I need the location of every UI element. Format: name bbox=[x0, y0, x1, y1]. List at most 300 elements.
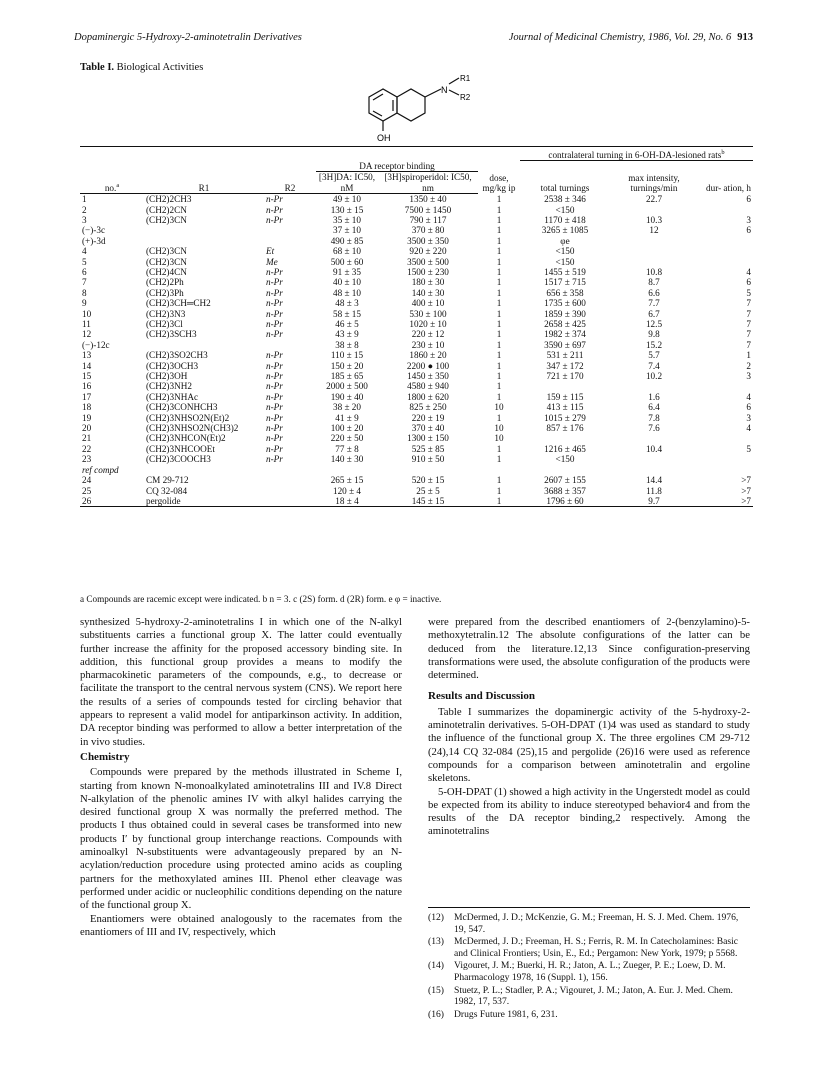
table-row bbox=[80, 350, 753, 360]
header-total: total turnings bbox=[540, 183, 590, 194]
cell-max: 7.4 bbox=[648, 360, 660, 371]
cell-total: <150 bbox=[555, 454, 575, 465]
cell-sp: 1300 ± 150 bbox=[407, 433, 449, 444]
cell-no: 6 bbox=[82, 266, 87, 277]
cell-total: 3590 ± 697 bbox=[544, 339, 586, 350]
cell-r2 bbox=[264, 225, 316, 235]
table-row bbox=[80, 205, 753, 215]
cell-r2: n-Pr bbox=[266, 287, 283, 298]
ref-compd-label: ref compd bbox=[82, 464, 119, 475]
cell-total: <150 bbox=[555, 246, 575, 257]
cell-sp: 825 ± 250 bbox=[409, 402, 447, 413]
cell-r1: (CH2)4CN bbox=[146, 266, 187, 277]
structure-n-label: N bbox=[441, 85, 448, 95]
table-row bbox=[80, 433, 753, 443]
cell-r2 bbox=[264, 236, 316, 246]
cell-dur: 3 bbox=[746, 371, 751, 382]
cell-dose: 1 bbox=[496, 204, 502, 215]
journal-citation bbox=[509, 32, 753, 43]
structure-oh-label: OH bbox=[377, 133, 391, 143]
cell-max: 5.7 bbox=[648, 350, 660, 361]
cell-no: 18 bbox=[82, 402, 92, 413]
page-number: 913 bbox=[737, 32, 753, 43]
cell-da: 100 ± 20 bbox=[330, 423, 364, 434]
cell-dur bbox=[698, 381, 753, 391]
section-heading-results: Results and Discussion bbox=[428, 690, 535, 703]
cell-dur bbox=[698, 236, 753, 246]
paragraph: Enantiomers were obtained analogously to the racemates from the enantiomers of III and IV, respectively, which bbox=[80, 912, 402, 938]
cell-da: 43 ± 9 bbox=[335, 329, 359, 340]
cell-r2: n-Pr bbox=[266, 360, 283, 371]
cell-dose: 1 bbox=[496, 391, 502, 402]
cell-dur: 4 bbox=[746, 391, 751, 402]
reference-text: Drugs Future 1981, 6, 231. bbox=[454, 1008, 558, 1020]
cell-total: 531 ± 211 bbox=[546, 350, 584, 361]
table-row bbox=[80, 215, 753, 225]
cell-max: 10.3 bbox=[645, 214, 663, 225]
cell-da: 46 ± 5 bbox=[335, 319, 359, 329]
table-row bbox=[80, 392, 753, 402]
cell-r2: Me bbox=[266, 256, 278, 267]
cell-sp: 1450 ± 350 bbox=[407, 371, 449, 382]
cell-max bbox=[610, 257, 698, 267]
cell-r1: (CH2)3COOCH3 bbox=[146, 454, 211, 465]
table-title bbox=[80, 62, 203, 73]
cell-r1: (CH2)3Ph bbox=[146, 287, 184, 298]
cell-max: 14.4 bbox=[645, 475, 663, 486]
cell-r2: n-Pr bbox=[266, 194, 283, 205]
table-row bbox=[80, 329, 753, 339]
cell-sp: 3500 ± 500 bbox=[407, 256, 449, 267]
cell-da: 220 ± 50 bbox=[330, 433, 364, 444]
cell-total: 413 ± 115 bbox=[546, 402, 584, 413]
cell-no: 26 bbox=[80, 496, 144, 507]
header-spiroperidol: [3H]spiroperidol: IC50, nm bbox=[378, 172, 478, 194]
header-da-binding: DA receptor binding bbox=[316, 161, 478, 172]
cell-dose: 1 bbox=[496, 350, 502, 361]
cell-r1: (CH2)3SCH3 bbox=[146, 329, 197, 340]
cell-total: 2607 ± 155 bbox=[544, 475, 586, 486]
cell-sp: 2200 ● 100 bbox=[406, 360, 450, 371]
cell-no: 7 bbox=[82, 277, 87, 288]
cell-r2: n-Pr bbox=[266, 350, 283, 361]
cell-sp: 400 ± 10 bbox=[411, 298, 445, 309]
cell-da: 110 ± 15 bbox=[330, 350, 364, 361]
right-column bbox=[428, 616, 750, 839]
cell-sp: 145 ± 15 bbox=[378, 496, 478, 507]
table-row bbox=[80, 381, 753, 391]
cell-no: 23 bbox=[82, 454, 92, 465]
cell-sp: 920 ± 220 bbox=[409, 246, 447, 257]
left-column bbox=[80, 616, 402, 939]
cell-no: 25 bbox=[82, 485, 92, 496]
reference-number: (16) bbox=[428, 1008, 444, 1020]
cell-total: 1982 ± 374 bbox=[544, 329, 586, 340]
reference-number: (12) bbox=[428, 912, 444, 923]
running-title: Dopaminergic 5-Hydroxy-2-aminotetralin Derivatives bbox=[74, 32, 302, 43]
cell-sp: 1800 ± 620 bbox=[407, 391, 449, 402]
cell-total: <150 bbox=[555, 204, 575, 215]
cell-dose: 1 bbox=[496, 412, 502, 423]
cell-da: 120 ± 4 bbox=[332, 485, 361, 496]
cell-da: 40 ± 10 bbox=[332, 277, 361, 288]
cell-da: 500 ± 60 bbox=[330, 256, 364, 267]
cell-r1: CQ 32-084 bbox=[146, 485, 188, 496]
header-duration: dur- ation, h bbox=[706, 183, 751, 194]
cell-r1: (CH2)3SO2CH3 bbox=[146, 350, 208, 361]
table-row bbox=[80, 423, 753, 433]
cell-no: (+)-3d bbox=[82, 235, 106, 246]
cell-dose: 1 bbox=[496, 339, 502, 350]
table-row bbox=[80, 486, 753, 496]
cell-no: 24 bbox=[82, 475, 92, 486]
table-row bbox=[80, 413, 753, 423]
cell-da: 35 ± 10 bbox=[332, 214, 361, 225]
reference-item bbox=[428, 960, 750, 983]
cell-sp: 220 ± 12 bbox=[411, 329, 445, 340]
cell-dur: 7 bbox=[746, 298, 751, 309]
reference-text: McDermed, J. D.; McKenzie, G. M.; Freeman, H. S. J. Med. Chem. 1976, 19, 547. bbox=[454, 912, 739, 935]
cell-da: 185 ± 65 bbox=[330, 371, 364, 382]
cell-max: 9.8 bbox=[648, 329, 660, 340]
cell-dur: 5 bbox=[746, 443, 751, 454]
header-r1: R1 bbox=[144, 172, 264, 194]
cell-dur: 4 bbox=[746, 423, 751, 434]
ref-compd-row bbox=[80, 465, 753, 475]
cell-max: 8.7 bbox=[648, 277, 660, 288]
cell-sp: 230 ± 10 bbox=[411, 339, 445, 350]
structure-r2-label: R2 bbox=[460, 93, 471, 102]
cell-no: 4 bbox=[82, 246, 87, 257]
cell-r1: (CH2)3CN bbox=[146, 256, 187, 267]
section-heading-chemistry: Chemistry bbox=[80, 750, 130, 763]
cell-sp: 25 ± 5 bbox=[416, 485, 440, 496]
cell-total: 1859 ± 390 bbox=[544, 308, 586, 319]
cell-r2: n-Pr bbox=[266, 204, 283, 215]
table-row bbox=[80, 246, 753, 256]
cell-max: 12 bbox=[649, 225, 659, 236]
cell-r2: n-Pr bbox=[266, 214, 283, 225]
cell-dur: 6 bbox=[746, 194, 751, 205]
cell-r1: (CH2)2CN bbox=[146, 204, 187, 215]
reference-text: McDermed, J. D.; Freeman, H. S.; Ferris, R. M. In Catecholamines: Basic and Clinical Frontiers; Usin, E., Ed.; Pergamon: New York, 1979; p 5568. bbox=[454, 936, 739, 959]
cell-dur: 6 bbox=[746, 277, 751, 288]
table-row bbox=[80, 277, 753, 287]
cell-max: 10.8 bbox=[645, 266, 663, 277]
cell-da: 41 ± 9 bbox=[335, 412, 359, 423]
cell-dose: 1 bbox=[496, 194, 502, 205]
cell-da: 190 ± 40 bbox=[330, 391, 364, 402]
cell-total: 1015 ± 279 bbox=[544, 412, 586, 423]
table-row bbox=[80, 361, 753, 371]
table-label: Table I. bbox=[80, 62, 115, 73]
cell-no: 20 bbox=[82, 423, 92, 434]
cell-r2: n-Pr bbox=[266, 308, 283, 319]
cell-da: 38 ± 20 bbox=[332, 402, 361, 413]
cell-total: φe bbox=[560, 235, 570, 246]
cell-dose: 1 bbox=[496, 381, 502, 392]
aminotetralin-structure bbox=[355, 75, 485, 145]
cell-total: 3688 ± 357 bbox=[544, 485, 586, 496]
cell-dose: 1 bbox=[496, 256, 502, 267]
cell-total: 857 ± 176 bbox=[546, 423, 584, 434]
header-max-intensity: max intensity, turnings/min bbox=[628, 172, 680, 194]
cell-dose: 10 bbox=[494, 402, 504, 413]
header-no: no.$^a$ bbox=[80, 172, 144, 194]
cell-r1: (CH2)3NHSO2N(CH3)2 bbox=[146, 423, 239, 434]
running-header bbox=[74, 32, 753, 43]
cell-r2: n-Pr bbox=[266, 381, 283, 392]
cell-dur: 3 bbox=[746, 412, 751, 423]
table-row bbox=[80, 309, 753, 319]
cell-da: 150 ± 20 bbox=[330, 360, 364, 371]
cell-total: 721 ± 170 bbox=[546, 371, 584, 382]
cell-r2: n-Pr bbox=[266, 371, 283, 382]
cell-total: 159 ± 115 bbox=[546, 391, 584, 402]
reference-number: (15) bbox=[428, 984, 444, 996]
cell-dose: 1 bbox=[496, 319, 502, 329]
cell-r1 bbox=[144, 225, 264, 235]
cell-r1: (CH2)3NHCON(Et)2 bbox=[146, 433, 226, 444]
cell-max bbox=[610, 246, 698, 256]
reference-item bbox=[428, 1009, 750, 1021]
cell-r1: (CH2)3NH2 bbox=[146, 381, 192, 392]
cell-sp: 520 ± 15 bbox=[411, 475, 445, 486]
cell-da: 91 ± 35 bbox=[332, 266, 361, 277]
cell-no: 12 bbox=[82, 329, 92, 340]
cell-da: 49 ± 10 bbox=[332, 194, 361, 205]
cell-dur: 4 bbox=[746, 266, 751, 277]
cell-no: 2 bbox=[82, 204, 87, 215]
cell-dur: 3 bbox=[746, 214, 751, 225]
cell-r1: (CH2)3NHCOOEt bbox=[146, 443, 215, 454]
header-r2: R2 bbox=[264, 172, 316, 194]
cell-no: 17 bbox=[82, 391, 92, 402]
cell-dur: >7 bbox=[698, 496, 753, 507]
cell-total: 3265 ± 1085 bbox=[541, 225, 589, 236]
cell-dur bbox=[698, 257, 753, 267]
cell-da: 48 ± 3 bbox=[335, 298, 359, 309]
cell-r2: n-Pr bbox=[266, 266, 283, 277]
header-h3-da: [3H]DA: IC50, nM bbox=[316, 172, 378, 194]
cell-dur: 6 bbox=[746, 402, 751, 413]
cell-sp: 1020 ± 10 bbox=[409, 319, 447, 329]
cell-dur: 5 bbox=[746, 287, 751, 298]
cell-r1: CM 29-712 bbox=[146, 475, 189, 486]
cell-dose: 1 bbox=[496, 235, 502, 246]
biological-activities-table bbox=[80, 146, 753, 507]
cell-r1 bbox=[144, 340, 264, 350]
paragraph: 5-OH-DPAT (1) showed a high activity in the Ungerstedt model as could be expected from its ability to induce stereotyped behavior4 and from the results of the DA receptor binding,2 respectively. Among the aminotetralins bbox=[428, 785, 750, 838]
cell-sp: 525 ± 85 bbox=[411, 443, 445, 454]
cell-dose: 1 bbox=[496, 266, 502, 277]
cell-total: 1735 ± 600 bbox=[544, 298, 586, 309]
cell-r2 bbox=[264, 340, 316, 350]
cell-r1 bbox=[144, 236, 264, 246]
cell-no: (−)-12c bbox=[82, 339, 110, 350]
cell-max: 7.6 bbox=[648, 423, 660, 434]
cell-total: <150 bbox=[555, 256, 575, 267]
cell-r2: n-Pr bbox=[266, 412, 283, 423]
cell-sp: 140 ± 30 bbox=[411, 287, 445, 298]
cell-no: 10 bbox=[82, 308, 92, 319]
cell-r1: (CH2)3NHAc bbox=[146, 391, 199, 402]
cell-sp: 220 ± 19 bbox=[411, 412, 445, 423]
cell-dose: 1 bbox=[496, 308, 502, 319]
cell-r2: n-Pr bbox=[266, 433, 283, 444]
table-row bbox=[80, 225, 753, 235]
cell-max: 6.7 bbox=[648, 308, 660, 319]
cell-dur: 2 bbox=[746, 360, 751, 371]
cell-total: 1517 ± 715 bbox=[544, 277, 586, 288]
cell-max: 1.6 bbox=[648, 391, 660, 402]
journal-name: Journal of Medicinal Chemistry, 1986, Vol. 29, No. 6 bbox=[508, 32, 732, 43]
cell-r2 bbox=[264, 496, 316, 507]
cell-dur: >7 bbox=[741, 485, 751, 496]
cell-sp: 1860 ± 20 bbox=[409, 350, 447, 361]
cell-max bbox=[610, 236, 698, 246]
cell-r2: n-Pr bbox=[266, 391, 283, 402]
cell-max: 9.7 bbox=[610, 496, 698, 507]
cell-r1: (CH2)3Cl bbox=[146, 319, 183, 329]
cell-dose: 1 bbox=[496, 225, 502, 236]
cell-total: 1796 ± 60 bbox=[520, 496, 610, 507]
cell-da: 37 ± 10 bbox=[332, 225, 361, 236]
cell-r2: Et bbox=[266, 246, 275, 257]
table-row bbox=[80, 454, 753, 464]
cell-no: 5 bbox=[82, 256, 87, 267]
cell-r1: (CH2)3CN bbox=[146, 214, 187, 225]
cell-r2: n-Pr bbox=[266, 319, 283, 329]
cell-max bbox=[610, 433, 698, 443]
cell-total: 656 ± 358 bbox=[546, 287, 584, 298]
cell-max: 6.4 bbox=[648, 402, 660, 413]
table-row bbox=[80, 475, 753, 485]
reference-text: Vigouret, J. M.; Buerki, H. R.; Jaton, A. L.; Zueger, P. E.; Loew, D. M. Pharmacology 1978, 16 (Suppl. 1), 156. bbox=[454, 960, 726, 983]
cell-da: 68 ± 10 bbox=[332, 246, 361, 257]
table-row bbox=[80, 371, 753, 381]
cell-no: 15 bbox=[82, 371, 92, 382]
cell-r2 bbox=[264, 486, 316, 496]
cell-max: 11.8 bbox=[646, 485, 662, 496]
cell-dose: 10 bbox=[494, 423, 504, 434]
reference-number: (14) bbox=[428, 960, 444, 972]
cell-no: 9 bbox=[82, 298, 87, 309]
paragraph: Table I summarizes the dopaminergic activity of the 5-hydroxy-2-aminotetralin derivatives. 5-OH-DPAT (1)4 was used as standard to study the influence of the functional group X. The three ergolines CM 29-712 (24),14 CQ 32-084 (25),15 and pergolide (26)16 were used as reference compounds for a comparison between aminotetralin and ergoline skeletons. bbox=[428, 705, 750, 785]
cell-dose: 1 bbox=[496, 360, 502, 371]
cell-dur: >7 bbox=[741, 475, 751, 486]
cell-r1: (CH2)3NHSO2N(Et)2 bbox=[146, 412, 230, 423]
table-row bbox=[80, 288, 753, 298]
table-row bbox=[80, 444, 753, 454]
reference-text: Stuetz, P. L.; Stadler, P. A.; Vigouret, J. M.; Jaton, A. Eur. J. Med. Chem. 1982, 17, 537. bbox=[454, 984, 733, 1008]
cell-max bbox=[610, 381, 698, 391]
cell-max: 15.2 bbox=[645, 339, 663, 350]
cell-dur: 7 bbox=[746, 339, 751, 350]
cell-no: 11 bbox=[82, 319, 91, 329]
cell-da: 77 ± 8 bbox=[335, 443, 359, 454]
cell-dose: 1 bbox=[496, 298, 502, 309]
cell-da: 265 ± 15 bbox=[330, 475, 364, 486]
cell-sp: 3500 ± 350 bbox=[407, 235, 449, 246]
table-row bbox=[80, 496, 753, 507]
cell-da: 18 ± 4 bbox=[316, 496, 378, 507]
cell-max: 10.2 bbox=[645, 371, 663, 382]
header-contralateral: contralateral turning in 6-OH-DA-lesioned rats$^b$ bbox=[520, 147, 753, 161]
table-row bbox=[80, 257, 753, 267]
cell-total: 347 ± 172 bbox=[546, 360, 584, 371]
cell-total bbox=[520, 433, 610, 443]
cell-no: 21 bbox=[82, 433, 92, 444]
cell-no: 19 bbox=[82, 412, 92, 423]
cell-dose: 1 bbox=[496, 246, 502, 257]
cell-dose: 1 bbox=[496, 475, 502, 486]
reference-number: (13) bbox=[428, 936, 444, 948]
cell-r1: (CH2)3CONHCH3 bbox=[146, 402, 218, 413]
cell-dose: 1 bbox=[496, 371, 502, 382]
cell-r1: (CH2)3CH═CH2 bbox=[146, 298, 211, 309]
paragraph: synthesized 5-hydroxy-2-aminotetralins I in which one of the N-alkyl substituents carries a functional group X. The latter could eventually further increase the affinity for the proposed accessory binding site. In addition, this functional group provides a means to modify the pharmacokinetic parameters of the compounds, e.g., to decrease or facilitate the transport to the central nervous system (CNS). We report here the results of a series of compounds tested for circling behavior that appears to represent a valid model for antiparkinson activity. In addition, DA receptor binding was performed to allow a better interpretation of the in vivo studies. bbox=[80, 616, 402, 748]
cell-sp: 910 ± 50 bbox=[411, 454, 445, 465]
cell-sp: 530 ± 100 bbox=[409, 308, 447, 319]
cell-da: 490 ± 85 bbox=[330, 235, 364, 246]
cell-dur: 7 bbox=[746, 329, 751, 340]
cell-r1: (CH2)3N3 bbox=[146, 308, 186, 319]
cell-no: 16 bbox=[82, 381, 92, 392]
cell-dose: 10 bbox=[494, 433, 504, 444]
cell-da: 140 ± 30 bbox=[330, 454, 364, 465]
cell-r1: (CH2)3OH bbox=[146, 371, 188, 382]
cell-dur: 7 bbox=[746, 308, 751, 319]
cell-max: 12.5 bbox=[645, 319, 663, 329]
cell-r2: n-Pr bbox=[266, 329, 283, 340]
cell-max bbox=[610, 205, 698, 215]
reference-item bbox=[428, 936, 750, 959]
cell-max: 7.8 bbox=[648, 412, 660, 423]
cell-sp: 370 ± 80 bbox=[411, 225, 445, 236]
cell-max bbox=[610, 454, 698, 464]
cell-da: 38 ± 8 bbox=[335, 339, 359, 350]
table-row bbox=[80, 319, 753, 329]
cell-da: 130 ± 15 bbox=[330, 204, 364, 215]
cell-r2: n-Pr bbox=[266, 298, 283, 309]
cell-total: 1170 ± 418 bbox=[544, 214, 586, 225]
cell-da: 58 ± 15 bbox=[332, 308, 361, 319]
cell-dur: 1 bbox=[746, 350, 751, 361]
cell-sp: 370 ± 40 bbox=[411, 423, 445, 434]
references-list bbox=[428, 907, 750, 1021]
cell-no: 8 bbox=[82, 287, 87, 298]
cell-no: 22 bbox=[82, 443, 92, 454]
cell-sp: 1350 ± 40 bbox=[409, 194, 447, 205]
table-row bbox=[80, 340, 753, 350]
cell-no: (−)-3c bbox=[82, 225, 106, 236]
cell-r2: n-Pr bbox=[266, 423, 283, 434]
cell-dose: 1 bbox=[496, 277, 502, 288]
cell-dose: 1 bbox=[496, 287, 502, 298]
table-row bbox=[80, 194, 753, 205]
cell-r2: n-Pr bbox=[266, 454, 283, 465]
cell-dose: 1 bbox=[496, 214, 502, 225]
cell-total bbox=[520, 381, 610, 391]
paragraph: were prepared from the described enantiomers of 2-(benzylamino)-5-methoxytetralin.12 The absolute configurations of the latter can be deduced from the literature.12,13 Since configuration-preserving transformations were used, the absolute configuration of the products were determined. bbox=[428, 616, 750, 682]
cell-max: 22.7 bbox=[645, 194, 663, 205]
cell-da: 48 ± 10 bbox=[332, 287, 361, 298]
table-row bbox=[80, 298, 753, 308]
table-row bbox=[80, 267, 753, 277]
cell-dose: 1 bbox=[496, 329, 502, 340]
cell-dur bbox=[698, 246, 753, 256]
